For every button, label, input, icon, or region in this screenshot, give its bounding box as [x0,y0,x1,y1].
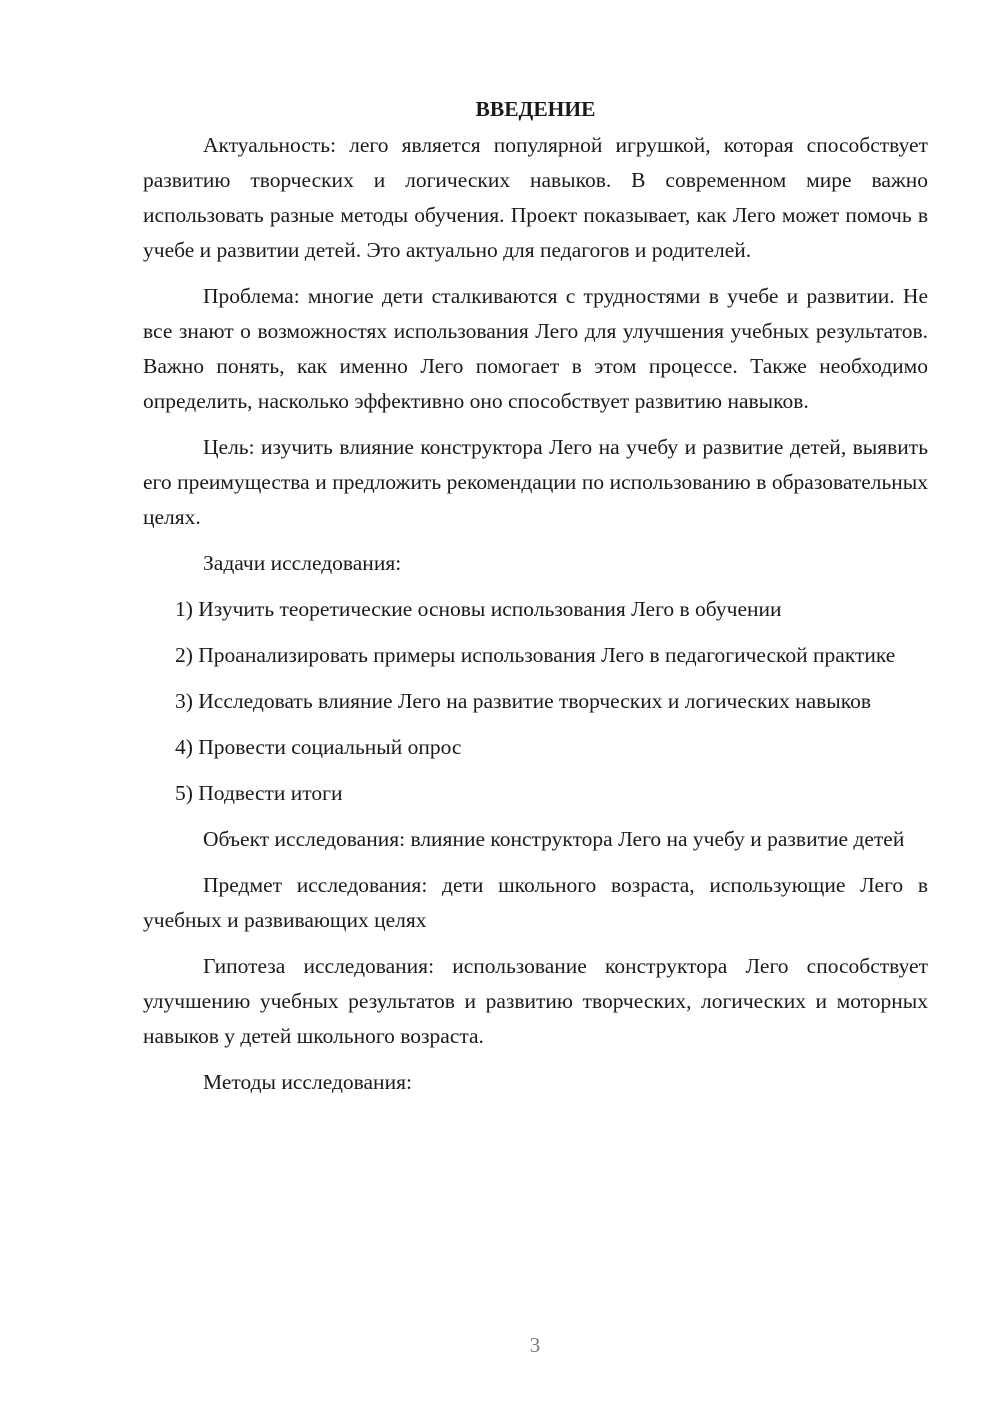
relevance-paragraph: Актуальность: лего является популярной игрушкой, которая способствует развитию творческих и логических навыков. В современном мире важно использовать разные методы обучения. Проект показывает, как Лего может помочь в учебе и развитии детей. Это актуально для педагогов и родителей. [143,133,928,262]
task-item: 3) Исследовать влияние Лего на развитие творческих и логических навыков [175,689,871,713]
task-item: 2) Проанализировать примеры использования Лего в педагогической практике [175,643,896,667]
hypothesis-paragraph: Гипотеза исследования: использование конструктора Лего способствует улучшению учебных результатов и развитию творческих, логических и моторных навыков у детей школьного возраста. [143,954,928,1048]
task-item: 1) Изучить теоретические основы использования Лего в обучении [175,597,782,621]
task-item: 5) Подвести итоги [175,781,343,805]
task-item: 4) Провести социальный опрос [175,735,462,759]
methods-title: Методы исследования: [203,1070,412,1094]
goal-paragraph: Цель: изучить влияние конструктора Лего на учебу и развитие детей, выявить его преимущества и предложить рекомендации по использованию в образовательных целях. [143,435,928,529]
page-number: 3 [529,1333,541,1357]
subject-paragraph: Предмет исследования: дети школьного возраста, использующие Лего в учебных и развивающих целях [143,873,928,932]
object-paragraph: Объект исследования: влияние конструктора Лего на учебу и развитие детей [203,827,905,851]
page-content [143,92,928,1111]
problem-paragraph: Проблема: многие дети сталкиваются с трудностями в учебе и развитии. Не все знают о возможностях использования Лего для улучшения учебных результатов. Важно понять, как именно Лего помогает в этом процессе. Также необходимо определить, насколько эффективно оно способствует развитию навыков. [143,284,928,413]
tasks-title: Задачи исследования: [203,551,402,575]
section-heading: ВВЕДЕНИЕ [475,97,596,121]
